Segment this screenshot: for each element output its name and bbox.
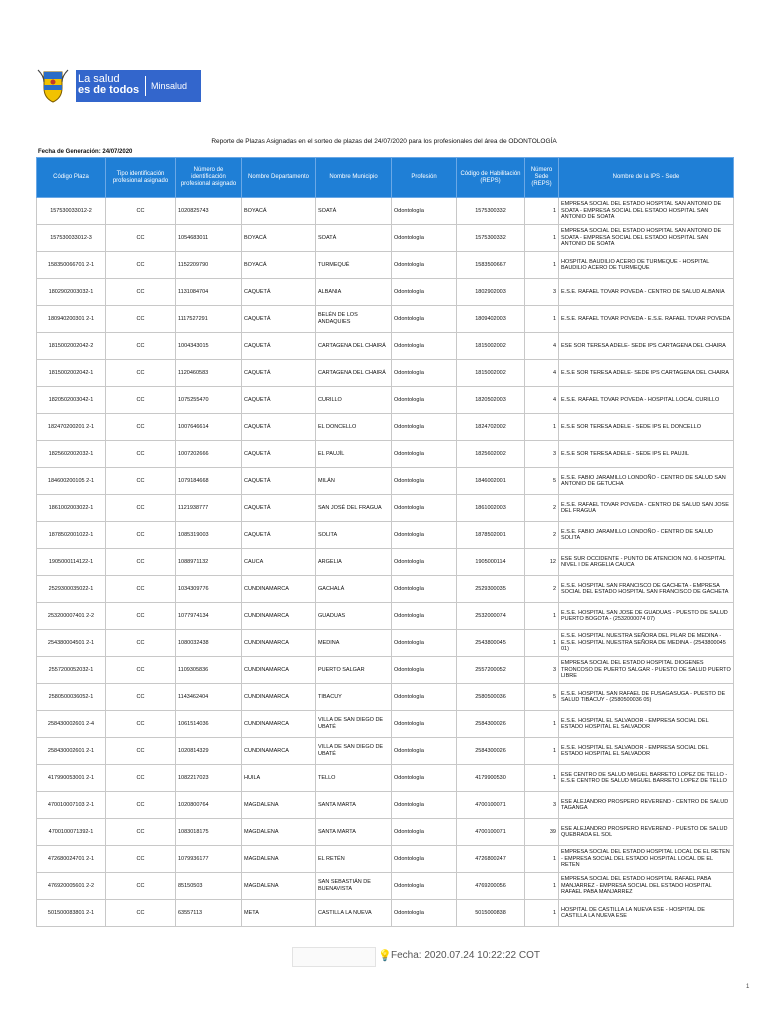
table-cell: 1802902003	[457, 279, 525, 306]
table-cell: Odontología	[392, 792, 457, 819]
table-row	[37, 792, 734, 819]
table-cell: MAGDALENA	[242, 846, 316, 873]
table-cell: 1846002001	[457, 468, 525, 495]
column-header: Código Plaza	[37, 158, 106, 198]
table-cell: ESE ALEJANDRO PROSPERO REVEREND - PUESTO DE SALUD QUEBRADA EL SOL	[559, 819, 734, 846]
table-cell: EMPRESA SOCIAL DEL ESTADO HOSPITAL RAFAEL PABA MANJARREZ - EMPRESA SOCIAL DEL ESTADO HOSPITAL RAFAEL PABA MANJARREZ	[559, 873, 734, 900]
table-cell: Odontología	[392, 657, 457, 684]
table-cell: META	[242, 900, 316, 927]
table-cell: 1061514036	[176, 711, 242, 738]
table-cell: 2529300035022-1	[37, 576, 106, 603]
table-cell: Odontología	[392, 468, 457, 495]
table-cell: 1	[525, 306, 559, 333]
table-cell: 1	[525, 252, 559, 279]
table-cell: 157530033012-3	[37, 225, 106, 252]
table-cell: 1121938777	[176, 495, 242, 522]
table-cell: CC	[106, 738, 176, 765]
table-cell: VILLA DE SAN DIEGO DE UBATÉ	[316, 711, 392, 738]
table-cell: 2	[525, 495, 559, 522]
table-cell: 1080032438	[176, 630, 242, 657]
table-cell: CUNDINAMARCA	[242, 603, 316, 630]
table-cell: 476920005601 2-2	[37, 873, 106, 900]
table-cell: 1079936177	[176, 846, 242, 873]
table-cell: BOYACÁ	[242, 252, 316, 279]
table-cell: E.S.E. HOSPITAL NUESTRA SEÑORA DEL PILAR DE MEDINA - E.S.E. HOSPITAL NUESTRA SEÑORA DE MEDINA - (2543800045 01)	[559, 630, 734, 657]
table-cell: Odontología	[392, 522, 457, 549]
generation-date: Fecha de Generación: 24/07/2020	[38, 149, 133, 155]
table-row	[37, 414, 734, 441]
table-cell: CAQUETÁ	[242, 468, 316, 495]
table-cell: 5	[525, 468, 559, 495]
table-cell: E.S.E. FABIO JARAMILLO LONDOÑO - CENTRO DE SALUD SOLITA	[559, 522, 734, 549]
table-row	[37, 468, 734, 495]
table-cell: CC	[106, 522, 176, 549]
table-cell: EMPRESA SOCIAL DEL ESTADO HOSPITAL SAN ANTONIO DE SOATA - EMPRESA SOCIAL DEL ESTADO HOSPITAL SAN ANTONIO DE SOATA	[559, 198, 734, 225]
table-cell: SOATÁ	[316, 225, 392, 252]
table-cell: 184600200105 2-1	[37, 468, 106, 495]
table-cell: 1085319003	[176, 522, 242, 549]
table-cell: CC	[106, 657, 176, 684]
column-header: Profesión	[392, 158, 457, 198]
table-cell: 63557113	[176, 900, 242, 927]
table-cell: EMPRESA SOCIAL DEL ESTADO HOSPITAL DIOGENES TRONCOSO DE PUERTO SALGAR - PUESTO DE SALUD PUERTO LIBRE	[559, 657, 734, 684]
table-cell: Odontología	[392, 576, 457, 603]
table-cell: SOLITA	[316, 522, 392, 549]
table-row	[37, 495, 734, 522]
table-cell: Odontología	[392, 198, 457, 225]
table-cell: Odontología	[392, 333, 457, 360]
table-cell: 1	[525, 900, 559, 927]
table-cell: CUNDINAMARCA	[242, 738, 316, 765]
table-cell: 2580500036052-1	[37, 684, 106, 711]
table-cell: 182470200201 2-1	[37, 414, 106, 441]
table-cell: 1143462404	[176, 684, 242, 711]
table-cell: HOSPITAL BAUDILIO ACERO DE TURMEQUE - HOSPITAL BAUDILIO ACERO DE TURMEQUE	[559, 252, 734, 279]
table-row	[37, 630, 734, 657]
logo-brand: Minsalud	[151, 81, 188, 91]
table-cell: TELLO	[316, 765, 392, 792]
table-cell: CC	[106, 333, 176, 360]
table-cell: BOYACÁ	[242, 225, 316, 252]
table-cell: SOATÁ	[316, 198, 392, 225]
table-cell: E.S.E. HOSPITAL EL SALVADOR - EMPRESA SOCIAL DEL ESTADO HOSPITAL EL SALVADOR	[559, 711, 734, 738]
table-cell: CAQUETÁ	[242, 360, 316, 387]
table-cell: 1815002002042-2	[37, 333, 106, 360]
table-row	[37, 306, 734, 333]
table-cell: Odontología	[392, 279, 457, 306]
table-cell: 3	[525, 279, 559, 306]
page-number: 1	[746, 984, 750, 990]
table-cell: 158350066701 2-1	[37, 252, 106, 279]
table-cell: 1	[525, 198, 559, 225]
table-cell: CC	[106, 846, 176, 873]
table-cell: CAQUETÁ	[242, 495, 316, 522]
table-cell: Odontología	[392, 225, 457, 252]
table-cell: SAN SEBASTIÁN DE BUENAVISTA	[316, 873, 392, 900]
table-cell: Odontología	[392, 873, 457, 900]
table-cell: Odontología	[392, 684, 457, 711]
table-cell: 1820502003	[457, 387, 525, 414]
table-cell: TIBACUY	[316, 684, 392, 711]
logo-line-1: La salud	[78, 73, 120, 85]
table-cell: Odontología	[392, 495, 457, 522]
table-cell: E.S.E. HOSPITAL SAN JOSE DE GUADUAS - PUESTO DE SALUD PUERTO BOGOTA - (2532000074 07)	[559, 603, 734, 630]
stamp-text: Fecha: 2020.07.24 10:22:22 COT	[391, 950, 540, 961]
column-header: Número Sede (REPS)	[525, 158, 559, 198]
table-cell: E.S.E. RAFAEL TOVAR POVEDA - HOSPITAL LOCAL CURILLO	[559, 387, 734, 414]
table-row	[37, 657, 734, 684]
table-cell: CC	[106, 441, 176, 468]
table-cell: CC	[106, 279, 176, 306]
timestamp-stamp	[292, 944, 552, 968]
table-cell: 1120460583	[176, 360, 242, 387]
table-cell: 1575300332	[457, 225, 525, 252]
table-cell: 1825602002	[457, 441, 525, 468]
table-cell: 470010007103 2-1	[37, 792, 106, 819]
table-cell: MAGDALENA	[242, 873, 316, 900]
coat-of-arms-icon	[36, 68, 70, 104]
table-row	[37, 738, 734, 765]
table-cell: SAN JOSÉ DEL FRAGUA	[316, 495, 392, 522]
table-cell: BELÉN DE LOS ANDAQUIES	[316, 306, 392, 333]
table-cell: 1825602002032-1	[37, 441, 106, 468]
table-cell: CASTILLA LA NUEVA	[316, 900, 392, 927]
table-cell: 1802902003032-1	[37, 279, 106, 306]
table-cell: CC	[106, 306, 176, 333]
table-cell: PUERTO SALGAR	[316, 657, 392, 684]
table-cell: 2557200052	[457, 657, 525, 684]
table-cell: E.S.E SOR TERESA ADELE- SEDE IPS CARTAGENA DEL CHAIRA	[559, 360, 734, 387]
table-row	[37, 279, 734, 306]
table-cell: MAGDALENA	[242, 819, 316, 846]
table-cell: CC	[106, 495, 176, 522]
table-cell: ESE CENTRO DE SALUD MIGUEL BARRETO LOPEZ DE TELLO - E.S.E CENTRO DE SALUD MIGUEL BARRETO LOPEZ DE TELLO	[559, 765, 734, 792]
table-cell: 1905000114	[457, 549, 525, 576]
table-cell: 4769200056	[457, 873, 525, 900]
table-cell: Odontología	[392, 549, 457, 576]
table-cell: 1	[525, 711, 559, 738]
table-cell: CC	[106, 900, 176, 927]
table-cell: BOYACÁ	[242, 198, 316, 225]
table-cell: 1861002003	[457, 495, 525, 522]
table-cell: HUILA	[242, 765, 316, 792]
table-cell: MEDINA	[316, 630, 392, 657]
table-cell: CC	[106, 684, 176, 711]
table-cell: ESE SOR TERESA ADELE- SEDE IPS CARTAGENA DEL CHAIRA	[559, 333, 734, 360]
table-cell: 1077974134	[176, 603, 242, 630]
table-cell: 258430002601 2-1	[37, 738, 106, 765]
column-header: Nombre Departamento	[242, 158, 316, 198]
table-cell: 1815002002042-1	[37, 360, 106, 387]
table-cell: 1007646614	[176, 414, 242, 441]
table-cell: CC	[106, 630, 176, 657]
table-cell: CC	[106, 468, 176, 495]
table-cell: 3	[525, 441, 559, 468]
table-body	[37, 198, 734, 927]
lightbulb-icon: 💡	[378, 950, 392, 962]
table-cell: CAQUETÁ	[242, 306, 316, 333]
table-cell: Odontología	[392, 819, 457, 846]
table-cell: 1878502001	[457, 522, 525, 549]
table-cell: 1152209790	[176, 252, 242, 279]
table-cell: 4726800247	[457, 846, 525, 873]
table-cell: 1815002002	[457, 333, 525, 360]
table-cell: 1131084704	[176, 279, 242, 306]
table-row	[37, 225, 734, 252]
table-cell: GUADUAS	[316, 603, 392, 630]
table-cell: CUNDINAMARCA	[242, 684, 316, 711]
table-row	[37, 576, 734, 603]
table-cell: Odontología	[392, 306, 457, 333]
table-cell: 1583500667	[457, 252, 525, 279]
table-cell: 1109305836	[176, 657, 242, 684]
table-cell: 258430002601 2-4	[37, 711, 106, 738]
table-cell: 39	[525, 819, 559, 846]
table-cell: EMPRESA SOCIAL DEL ESTADO HOSPITAL LOCAL DE EL RETEN - EMPRESA SOCIAL DEL ESTADO HOSPITAL LOCAL DE EL RETEN	[559, 846, 734, 873]
table-cell: 1	[525, 738, 559, 765]
table-cell: 1	[525, 846, 559, 873]
table-cell: TURMEQUÉ	[316, 252, 392, 279]
table-cell: CC	[106, 792, 176, 819]
table-cell: 1815002002	[457, 360, 525, 387]
table-cell: 1088971132	[176, 549, 242, 576]
table-cell: 1020814329	[176, 738, 242, 765]
table-cell: CARTAGENA DEL CHAIRÁ	[316, 333, 392, 360]
table-cell: 253200007401 2-2	[37, 603, 106, 630]
table-cell: E.S.E. HOSPITAL SAN FRANCISCO DE GACHETA - EMPRESA SOCIAL DEL ESTADO HOSPITAL SAN FRANCISCO DE GACHETA	[559, 576, 734, 603]
table-cell: 1054683011	[176, 225, 242, 252]
table-cell: 1	[525, 873, 559, 900]
table-cell: SANTA MARTA	[316, 792, 392, 819]
table-cell: Odontología	[392, 603, 457, 630]
table-cell: CC	[106, 225, 176, 252]
table-row	[37, 846, 734, 873]
table-cell: E.S.E SOR TERESA ADELE - SEDE IPS EL DONCELLO	[559, 414, 734, 441]
table-cell: 1075255470	[176, 387, 242, 414]
table-cell: 1820502003042-1	[37, 387, 106, 414]
table-cell: 1	[525, 414, 559, 441]
table-cell: EMPRESA SOCIAL DEL ESTADO HOSPITAL SAN ANTONIO DE SOATA - EMPRESA SOCIAL DEL ESTADO HOSPITAL SAN ANTONIO DE SOATA	[559, 225, 734, 252]
table-cell: 4700100071	[457, 819, 525, 846]
table-cell: CC	[106, 360, 176, 387]
table-row	[37, 333, 734, 360]
table-row	[37, 765, 734, 792]
table-cell: Odontología	[392, 441, 457, 468]
table-cell: 2584300026	[457, 738, 525, 765]
table-cell: 4	[525, 387, 559, 414]
table-cell: Odontología	[392, 765, 457, 792]
table-cell: 1905000114122-1	[37, 549, 106, 576]
table-cell: CC	[106, 252, 176, 279]
column-header: Tipo identificación profesional asignado	[106, 158, 176, 198]
table-row	[37, 603, 734, 630]
table-cell: CUNDINAMARCA	[242, 657, 316, 684]
table-cell: ALBANIA	[316, 279, 392, 306]
table-cell: 2543800045	[457, 630, 525, 657]
table-header-row	[37, 158, 734, 198]
table-cell: Odontología	[392, 900, 457, 927]
table-cell: 1020800764	[176, 792, 242, 819]
table-cell: HOSPITAL DE CASTILLA LA NUEVA ESE - HOSPITAL DE CASTILLA LA NUEVA ESE	[559, 900, 734, 927]
table-cell: CARTAGENA DEL CHAIRÁ	[316, 360, 392, 387]
table-cell: 2580500036	[457, 684, 525, 711]
table-cell: CC	[106, 414, 176, 441]
table-cell: CC	[106, 819, 176, 846]
table-cell: 254380004501 2-1	[37, 630, 106, 657]
table-cell: 5	[525, 684, 559, 711]
table-cell: CAQUETÁ	[242, 279, 316, 306]
table-row	[37, 387, 734, 414]
table-row	[37, 252, 734, 279]
table-cell: E.S.E SOR TERESA ADELE - SEDE IPS EL PAUJIL	[559, 441, 734, 468]
table-cell: 1007202666	[176, 441, 242, 468]
table-cell: CUNDINAMARCA	[242, 576, 316, 603]
table-row	[37, 711, 734, 738]
table-cell: 2532000074	[457, 603, 525, 630]
table-cell: 501500083801 2-1	[37, 900, 106, 927]
table-cell: E.S.E. HOSPITAL EL SALVADOR - EMPRESA SOCIAL DEL ESTADO HOSPITAL EL SALVADOR	[559, 738, 734, 765]
table-cell: VILLA DE SAN DIEGO DE UBATÉ	[316, 738, 392, 765]
table-cell: Odontología	[392, 414, 457, 441]
table-cell: 180940200301 2-1	[37, 306, 106, 333]
table-cell: 4	[525, 333, 559, 360]
table-row	[37, 441, 734, 468]
table-cell: 4700100071392-1	[37, 819, 106, 846]
table-cell: 1034309776	[176, 576, 242, 603]
table-cell: ESE SUR OCCIDENTE - PUNTO DE ATENCION NO. 6 HOSPITAL NIVEL I DE ARGELIA CAUCA	[559, 549, 734, 576]
table-cell: CC	[106, 549, 176, 576]
table-cell: MILÁN	[316, 468, 392, 495]
table-cell: CC	[106, 387, 176, 414]
table-cell: 2	[525, 522, 559, 549]
table-cell: CC	[106, 711, 176, 738]
table-cell: 1	[525, 765, 559, 792]
table-cell: Odontología	[392, 711, 457, 738]
table-cell: 1082217023	[176, 765, 242, 792]
minsalud-logo	[36, 68, 201, 104]
column-header: Número de identificación profesional asignado	[176, 158, 242, 198]
table-cell: E.S.E. RAFAEL TOVAR POVEDA - E.S.E. RAFAEL TOVAR POVEDA	[559, 306, 734, 333]
report-title: Reporte de Plazas Asignadas en el sorteo de plazas del 24/07/2020 para los profesionales del área de ODONTOLOGÍA	[211, 138, 557, 145]
table-cell: 1020825743	[176, 198, 242, 225]
table-cell: GACHALÁ	[316, 576, 392, 603]
table-cell: 1809402003	[457, 306, 525, 333]
table-cell: Odontología	[392, 738, 457, 765]
table-cell: 2	[525, 576, 559, 603]
table-cell: ESE ALEJANDRO PROSPERO REVEREND - CENTRO DE SALUD TAGANGA	[559, 792, 734, 819]
table-cell: 2584300026	[457, 711, 525, 738]
table-cell: CAQUETÁ	[242, 414, 316, 441]
table-cell: E.S.E. RAFAEL TOVAR POVEDA - CENTRO DE SALUD ALBANIA	[559, 279, 734, 306]
logo-separator	[145, 76, 146, 96]
table-row	[37, 873, 734, 900]
table-cell: Odontología	[392, 252, 457, 279]
column-header: Código de Habilitación (REPS)	[457, 158, 525, 198]
table-cell: 157530033012-2	[37, 198, 106, 225]
assigned-positions-table	[36, 157, 734, 927]
table-cell: CURILLO	[316, 387, 392, 414]
table-cell: EL RETÉN	[316, 846, 392, 873]
table-cell: ARGELIA	[316, 549, 392, 576]
table-cell: 472680024701 2-1	[37, 846, 106, 873]
table-cell: E.S.E. HOSPITAL SAN RAFAEL DE FUSAGASUGA - PUESTO DE SALUD TIBACUY - (2580500036 05)	[559, 684, 734, 711]
table-cell: E.S.E. RAFAEL TOVAR POVEDA - CENTRO DE SALUD SAN JOSE DEL FRAGUA	[559, 495, 734, 522]
table-cell: 3	[525, 792, 559, 819]
table-cell: 12	[525, 549, 559, 576]
watermark-box	[292, 947, 376, 967]
table-cell: 1	[525, 603, 559, 630]
table-cell: 1117527291	[176, 306, 242, 333]
table-cell: CAQUETÁ	[242, 441, 316, 468]
column-header: Nombre Municipio	[316, 158, 392, 198]
table-cell: EL DONCELLO	[316, 414, 392, 441]
table-cell: CC	[106, 576, 176, 603]
table-cell: CUNDINAMARCA	[242, 711, 316, 738]
column-header: Nombre de la IPS - Sede	[559, 158, 734, 198]
table-cell: CC	[106, 873, 176, 900]
table-cell: 417990053001 2-1	[37, 765, 106, 792]
table-row	[37, 684, 734, 711]
table-cell: Odontología	[392, 387, 457, 414]
table-cell: 1575300332	[457, 198, 525, 225]
table-cell: 4700100071	[457, 792, 525, 819]
table-cell: 3	[525, 657, 559, 684]
table-cell: CAQUETÁ	[242, 387, 316, 414]
table-cell: Odontología	[392, 630, 457, 657]
table-cell: 2557200052032-1	[37, 657, 106, 684]
table-cell: CC	[106, 603, 176, 630]
table-cell: E.S.E. FABIO JARAMILLO LONDOÑO - CENTRO DE SALUD SAN ANTONIO DE GETUCHA	[559, 468, 734, 495]
table-cell: MAGDALENA	[242, 792, 316, 819]
table-row	[37, 360, 734, 387]
table-cell: CC	[106, 198, 176, 225]
table-cell: Odontología	[392, 360, 457, 387]
table-cell: CAQUETÁ	[242, 522, 316, 549]
table-row	[37, 522, 734, 549]
table-cell: CUNDINAMARCA	[242, 630, 316, 657]
table-cell: 4	[525, 360, 559, 387]
table-row	[37, 549, 734, 576]
table-cell: SANTA MARTA	[316, 819, 392, 846]
table-cell: CAUCA	[242, 549, 316, 576]
table-cell: 1079184668	[176, 468, 242, 495]
table-cell: 1	[525, 630, 559, 657]
table-cell: 1	[525, 225, 559, 252]
table-row	[37, 198, 734, 225]
table-cell: CAQUETÁ	[242, 333, 316, 360]
table-cell: EL PAUJÍL	[316, 441, 392, 468]
table-row	[37, 900, 734, 927]
table-cell: 1878502001022-1	[37, 522, 106, 549]
table-cell: 5015000838	[457, 900, 525, 927]
table-cell: 1861002003022-1	[37, 495, 106, 522]
table-cell: CC	[106, 765, 176, 792]
table-cell: Odontología	[392, 846, 457, 873]
table-row	[37, 819, 734, 846]
table-cell: 4179900530	[457, 765, 525, 792]
table-cell: 1083018175	[176, 819, 242, 846]
table-cell: 85150503	[176, 873, 242, 900]
table-cell: 1824702002	[457, 414, 525, 441]
table-cell: 1004343015	[176, 333, 242, 360]
table-cell: 2529300035	[457, 576, 525, 603]
logo-line-2: es de todos	[78, 84, 140, 96]
